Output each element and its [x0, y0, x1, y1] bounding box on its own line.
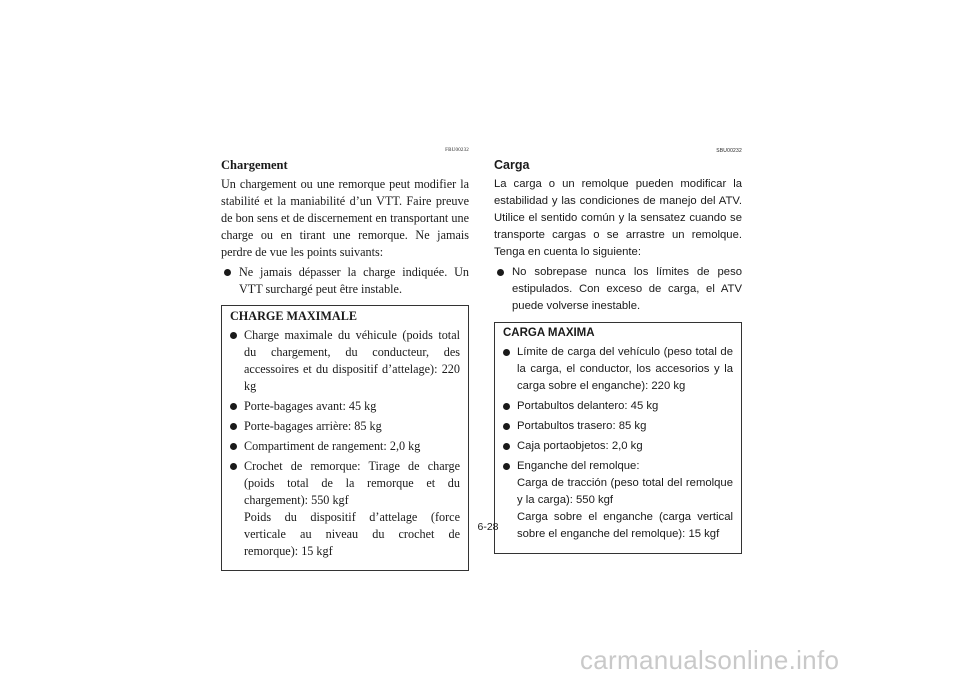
box-list — [230, 327, 460, 560]
list-item-subtext: Carga de tracción (peso total del remolque y la carga): 550 kgf — [517, 477, 733, 506]
max-load-box — [221, 305, 469, 571]
list-item-subtext: Poids du dispositif d’attelage (force verticale au niveau du crochet de remorque): 15 kgf — [244, 510, 460, 558]
section-heading: Carga — [494, 158, 530, 172]
section-heading: Chargement — [221, 158, 288, 172]
list-item-text: No sobrepase nunca los límites de peso estipulados. Con exceso de carga, el ATV puede volverse inestable. — [512, 266, 742, 312]
box-title: CHARGE MAXIMALE — [230, 309, 357, 323]
bullet-icon — [230, 463, 237, 470]
bullet-icon — [503, 349, 510, 356]
list-item-text: Enganche del remolque: — [517, 460, 640, 472]
list-item — [230, 418, 460, 435]
list-item — [494, 264, 742, 315]
list-item — [230, 398, 460, 415]
list-item — [503, 398, 733, 415]
bullet-icon — [503, 403, 510, 410]
list-item-text: Portabultos delantero: 45 kg — [517, 400, 659, 412]
list-item — [230, 327, 460, 395]
box-list — [503, 344, 733, 543]
list-item-text: Porte-bagages avant: 45 kg — [244, 399, 377, 413]
list-item — [503, 344, 733, 395]
spanish-column — [494, 148, 742, 554]
list-item — [230, 458, 460, 560]
section-code: FBU00232 — [445, 148, 469, 153]
intro-paragraph: Un chargement ou une remorque peut modifier la stabilité et la maniabilité d’un VTT. Faire preuve de bon sens et de discernement en transportant une charge ou en tirant une remorque. Ne jamais perdre de vue les points suivants: — [221, 177, 469, 259]
bullet-icon — [230, 443, 237, 450]
watermark-text: carmanualsonline.info — [580, 645, 840, 675]
bullet-icon — [497, 269, 504, 276]
list-item-subtext: Carga sobre el enganche (carga vertical sobre el enganche del remolque): 15 kgf — [517, 511, 733, 540]
list-item-text: Portabultos trasero: 85 kg — [517, 420, 647, 432]
french-column — [221, 148, 469, 571]
bullet-list — [494, 264, 742, 315]
bullet-icon — [503, 463, 510, 470]
intro-paragraph: La carga o un remolque pueden modificar la estabilidad y las condiciones de manejo del ATV. Utilice el sentido común y la sensatez cuando se transporte cargas o se arrastre un remolque. Tenga en cuenta lo siguiente: — [494, 178, 742, 258]
bullet-icon — [503, 443, 510, 450]
list-item — [230, 438, 460, 455]
page-number: 6-28 — [477, 521, 499, 533]
max-load-box — [494, 322, 742, 554]
list-item-text: Compartiment de rangement: 2,0 kg — [244, 439, 421, 453]
bullet-icon — [230, 403, 237, 410]
bullet-icon — [230, 332, 237, 339]
section-code: SBU00232 — [716, 148, 742, 154]
list-item-text: Crochet de remorque: Tirage de charge (poids total de la remorque et du chargement): 550 kgf — [244, 459, 460, 507]
bullet-list — [221, 264, 469, 298]
list-item — [503, 458, 733, 543]
bullet-icon — [230, 423, 237, 430]
list-item-text: Caja portaobjetos: 2,0 kg — [517, 440, 643, 452]
list-item-text: Charge maximale du véhicule (poids total du chargement, du conducteur, des accessoires et du dispositif d’attelage): 220 kg — [244, 328, 460, 393]
list-item — [503, 418, 733, 435]
bullet-icon — [503, 423, 510, 430]
list-item-text: Porte-bagages arrière: 85 kg — [244, 419, 382, 433]
list-item-text: Límite de carga del vehículo (peso total de la carga, el conductor, los accesorios y la carga sobre el enganche): 220 kg — [517, 346, 733, 392]
list-item — [221, 264, 469, 298]
bullet-icon — [224, 269, 231, 276]
list-item-text: Ne jamais dépasser la charge indiquée. Un VTT surchargé peut être instable. — [239, 265, 469, 296]
box-title: CARGA MAXIMA — [503, 327, 595, 339]
list-item — [503, 438, 733, 455]
